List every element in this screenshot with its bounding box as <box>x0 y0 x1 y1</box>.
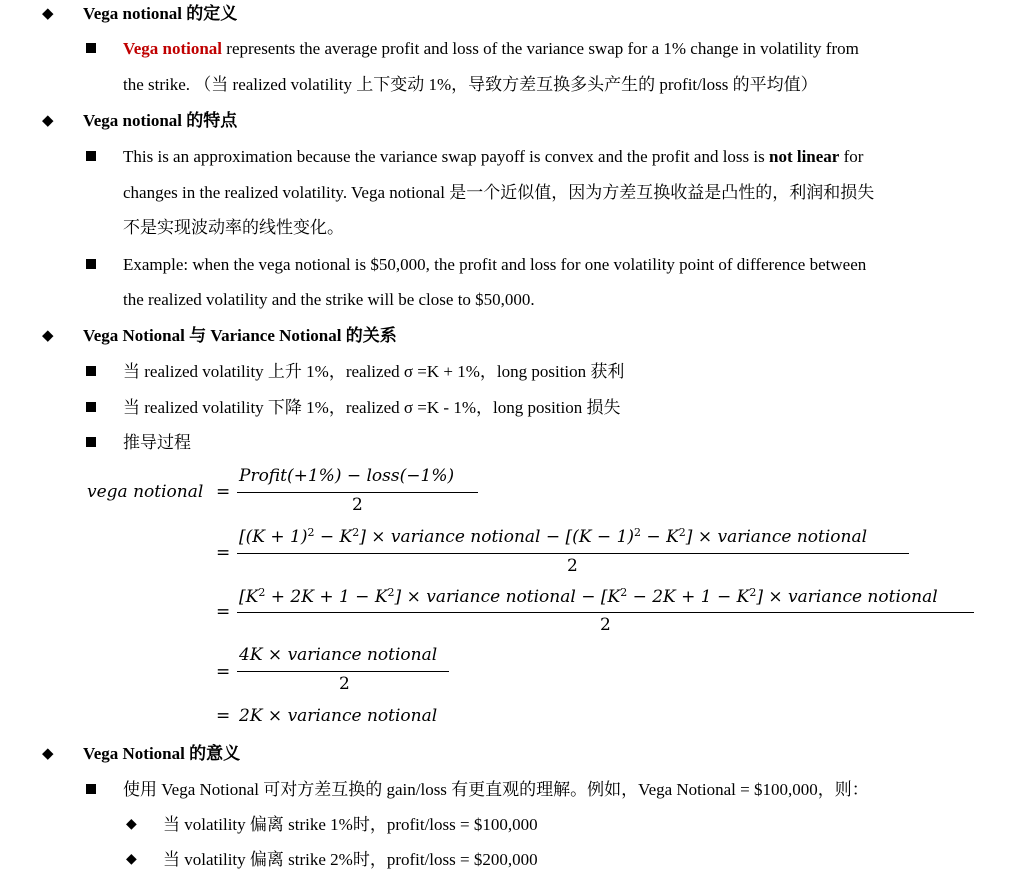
fraction-2-numerator: $[(K + 1)^2 - K^2]$ × variance notional − $[(K - 1)^2 - K^2]$ × variance notional <box>239 526 868 547</box>
relation-item: 推导过程 <box>123 433 191 452</box>
feature-2-line-2: the realized volatility and the strike will be close to $50,000. <box>123 290 535 309</box>
fraction-denominator: 2 <box>567 556 578 576</box>
section-heading-definition: Vega notional 的定义 <box>83 4 238 23</box>
meaning-sub-item: 当 volatility 偏离 strike 1%时，profit/loss = $100,000 <box>163 815 538 834</box>
feature-1-line-1 <box>123 146 863 168</box>
square-bullet-icon <box>86 151 96 161</box>
equals-sign: = <box>216 482 231 502</box>
meaning-item: 使用 Vega Notional 可对方差互换的 gain/loss 有更直观的理解。例如，Vega Notional = $100,000，则： <box>123 780 869 799</box>
relation-item: 当 realized volatility 上升 1%，realized σ =K + 1%，long position 获利 <box>123 362 625 381</box>
formula-result: 2K × variance notional <box>239 706 438 726</box>
feature-1-line-2: changes in the realized volatility. Vega notional 是一个近似值，因为方差互换收益是凸性的，利润和损失 <box>123 183 875 202</box>
square-bullet-icon <box>86 402 96 412</box>
equals-sign: = <box>216 662 231 682</box>
feature-1-line-3: 不是实现波动率的线性变化。 <box>123 218 344 237</box>
formula-lhs: vega notional <box>87 482 204 502</box>
fraction-denominator: 2 <box>600 615 611 635</box>
vega-notional-term: Vega notional <box>123 39 223 58</box>
square-bullet-icon <box>86 43 96 53</box>
diamond-bullet-icon: ◆ <box>42 113 54 129</box>
square-bullet-icon <box>86 784 96 794</box>
diamond-bullet-icon: ◆ <box>42 746 54 762</box>
equals-sign: = <box>216 602 231 622</box>
diamond-bullet-icon: ◆ <box>42 328 54 344</box>
section-heading-relation: Vega Notional 与 Variance Notional 的关系 <box>83 326 397 345</box>
fraction-bar <box>237 671 449 672</box>
meaning-sub-item: 当 volatility 偏离 strike 2%时，profit/loss = $200,000 <box>163 850 538 869</box>
not-linear-emphasis: not linear <box>768 147 840 166</box>
diamond-bullet-icon: ◆ <box>126 817 137 832</box>
equals-sign: = <box>216 543 231 563</box>
definition-line-1 <box>123 38 859 60</box>
fraction-bar <box>237 553 909 554</box>
feature-text: This is an approximation because the variance swap payoff is convex and the profit and loss is <box>123 147 769 166</box>
fraction-1-numerator: Profit(+1%) − loss(−1%) <box>239 466 455 486</box>
section-heading-meaning: Vega Notional 的意义 <box>83 744 241 763</box>
square-bullet-icon <box>86 366 96 376</box>
feature-2-line-1: Example: when the vega notional is $50,000, the profit and loss for one volatility point of difference between <box>123 255 867 274</box>
section-heading-features: Vega notional 的特点 <box>83 111 238 130</box>
definition-text: represents the average profit and loss of the variance swap for a 1% change in volatility from <box>222 39 859 58</box>
fraction-denominator: 2 <box>352 495 363 515</box>
diamond-bullet-icon: ◆ <box>126 852 137 867</box>
equals-sign: = <box>216 706 231 726</box>
fraction-denominator: 2 <box>339 674 350 694</box>
definition-line-2: the strike. （当 realized volatility 上下变动 1%，导致方差互换多头产生的 profit/loss 的平均值） <box>123 75 818 94</box>
feature-text: for <box>839 147 864 166</box>
diamond-bullet-icon: ◆ <box>42 6 54 22</box>
fraction-4-numerator: 4K × variance notional <box>239 645 438 665</box>
relation-item: 当 realized volatility 下降 1%，realized σ =K - 1%，long position 损失 <box>123 398 621 417</box>
square-bullet-icon <box>86 259 96 269</box>
fraction-bar <box>237 612 974 613</box>
fraction-bar <box>237 492 478 493</box>
square-bullet-icon <box>86 437 96 447</box>
fraction-3-numerator: $[K^2 + 2K + 1 - K^2]$ × variance notional − $[K^2 - 2K + 1 - K^2]$ × variance notional <box>239 586 938 607</box>
